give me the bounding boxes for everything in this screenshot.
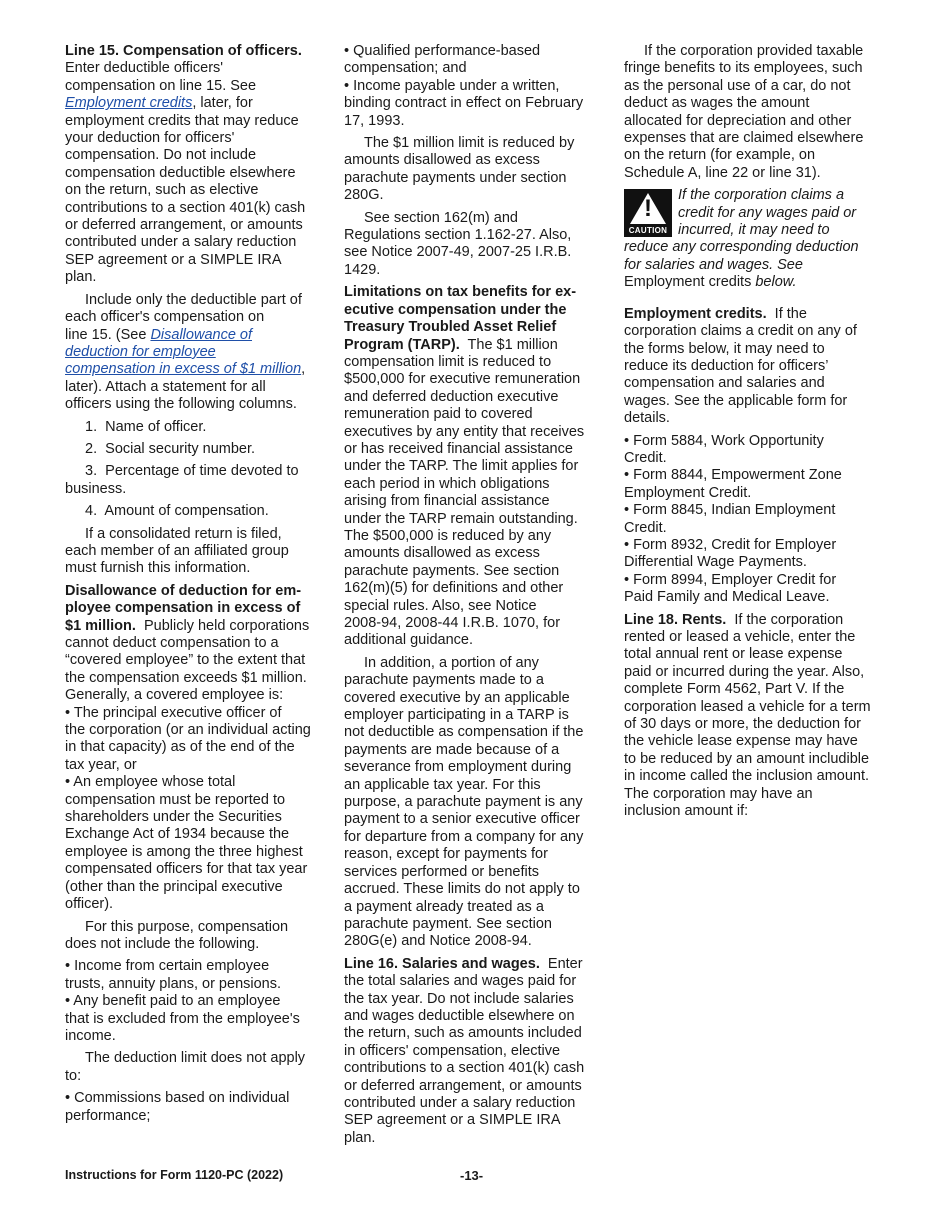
body-text: • Form 8845, Indian Employment Credit. xyxy=(624,502,836,536)
body-text: If the corporation claims a credit on any of the forms below, it may need to reduce its deduction for officers’ compensation and salaries and wages. See the applicable form for details. xyxy=(624,305,857,427)
bullet-item xyxy=(65,958,337,993)
body-text: • Form 5884, Work Opportunity Credit. xyxy=(624,432,824,466)
body-text: , later). Attach a statement for all officers using the following columns. xyxy=(65,361,306,413)
body-text: 4. Amount of compensation. xyxy=(85,503,269,520)
paragraph xyxy=(344,135,616,205)
bullet-item xyxy=(624,537,896,572)
body-text: • The principal executive officer of the corporation (or an individual acting in that capacity) as of the end of the tax year, or xyxy=(65,704,311,773)
paragraph xyxy=(65,919,337,954)
paragraph xyxy=(344,956,616,1147)
paragraph xyxy=(624,43,896,182)
body-text: If the corporation rented or leased a vehicle, enter the total annual rent or lease expense paid or incurred during the year. Also, complete Form 4562, Part V. If the corporation leased a vehicle for a term of 30 days or more, the deduction for the vehicle lease expense may have to be reduced by an amount includible in income called the inclusion amount. The corporation may have an inclusion amount if: xyxy=(624,611,871,820)
heading-text: Line 16. Salaries and wages. xyxy=(344,955,540,972)
paragraph xyxy=(344,284,616,650)
paragraph xyxy=(65,526,337,578)
list-item xyxy=(65,503,337,520)
body-text: 2. Social security number. xyxy=(85,440,256,457)
column-middle xyxy=(344,43,616,1152)
bullet-item xyxy=(344,78,616,130)
bullet-item xyxy=(624,467,896,502)
paragraph xyxy=(344,655,616,951)
body-text: In addition, a portion of any parachute payments made to a covered executive by an applicable employer participating in a TARP is not deductible as compensation if the payments are made because of a severance from employment during an applicable tax year. For this purpose, a parachute payment is any payment to a senior executive officer for departure from a company for any reason, except for payments for services performed or benefits accrued. These limits do not apply to a payment already treated as a parachute payment. See section 280G(e) and Notice 2008-94. xyxy=(344,654,584,950)
body-text: If the corporation provided taxable fringe benefits to its employees, such as the personal use of a car, do not deduct as wages the amount allocated for depreciation and other expenses that are claimed elsewhere on the return (for example, on Schedule A, line 22 or line 31). xyxy=(624,43,864,181)
caution-label: CAUTION xyxy=(628,226,668,236)
bullet-item xyxy=(624,433,896,468)
body-text: • Qualified performance-based compensation; and xyxy=(344,43,541,77)
bullet-item xyxy=(344,43,616,78)
paragraph xyxy=(65,43,337,287)
paragraph xyxy=(344,210,616,280)
bullet-item xyxy=(624,502,896,537)
caution-icon: ! CAUTION xyxy=(624,189,672,237)
paragraph xyxy=(65,292,337,414)
bullet-item xyxy=(65,583,337,705)
body-text: Publicly held corporations cannot deduct compensation to a “covered employee” to the extent that the compensation exceeds $1 million. Generally, a covered employee is: xyxy=(65,617,310,704)
cross-reference-link[interactable]: Disallowance of deduction for employee compensation in excess of $1 million xyxy=(65,326,302,378)
body-text: For this purpose, compensation does not include the following. xyxy=(65,918,289,952)
body-text: Employment credits xyxy=(624,274,752,291)
heading-text: Employment credits. xyxy=(624,305,767,322)
bullet-item xyxy=(65,1090,337,1125)
paragraph xyxy=(624,612,896,821)
paragraph xyxy=(65,463,337,498)
body-text: 1. Name of officer. xyxy=(85,418,207,435)
body-text: , later, for employment credits that may reduce your deduction for officers' compensation. Do not include compensation deductible elsewhere on the return, such as elective contributions to a section 401(k) cash or deferred arrangement, or amounts contributed under a salary reduction SEP agreement or a SIMPLE IRA plan. xyxy=(65,95,306,286)
body-text: The $1 million compensation limit is reduced to $500,000 for executive remuneration and deferred deduction executive remuneration paid to covered executives by any entity that receives or has received financial assistance under the TARP. The limit applies for each period in which obligations arising from financial assistance under the TARP remain outstanding. The $500,000 is reduced by any amounts disallowed as excess parachute payments. See section 162(m)(5) for definitions and other special rules. Also, see Notice 2008-94, 2008-44 I.R.B. 1070, for additional guidance. xyxy=(344,336,585,649)
caution-note xyxy=(624,187,896,291)
heading-text: Line 18. Rents. xyxy=(624,611,727,628)
bullet-item xyxy=(65,774,337,913)
bullet-item xyxy=(65,993,337,1045)
body-text: Include only the deductible part of each officer's compensation on line 15. (See xyxy=(65,291,302,343)
list-item xyxy=(65,419,337,436)
body-text: Enter the total salaries and wages paid for the tax year. Do not include salaries and wages deductible elsewhere on the return, such as amounts included in officers' compensation, elective contributions to a section 401(k) cash or deferred arrangement, or amounts contributed under a salary reduction SEP agreement or a SIMPLE IRA plan. xyxy=(344,955,585,1146)
body-text: • Form 8844, Empowerment Zone Employment Credit. xyxy=(624,467,842,501)
column-right xyxy=(624,43,896,825)
paragraph xyxy=(65,1050,337,1085)
body-text: • Form 8994, Employer Credit for Paid Family and Medical Leave. xyxy=(624,571,837,606)
body-text: Enter deductible officers' compensation on line 15. See xyxy=(65,60,257,94)
body-text: See section 162(m) and Regulations section 1.162-27. Also, see Notice 2007-49, 2007-25 I.R.B. 1429. xyxy=(344,209,572,278)
page-number: -13- xyxy=(460,1168,484,1183)
list-item xyxy=(65,441,337,458)
body-text: • Commissions based on individual performance; xyxy=(65,1090,290,1124)
body-text: If the corporation claims a credit for any wages paid or incurred, it may need to reduce any corresponding deduction for salaries and wages. See xyxy=(624,187,859,273)
body-text: • An employee whose total compensation must be reported to shareholders under the Securities Exchange Act of 1934 because the employee is among the three highest compensated officers for that tax year (other than the principal executive officer). xyxy=(65,774,308,913)
heading-text: Limitations on tax benefits for ex- ecutive compensation under the Treasury Troubled Asset Relief Program (TARP). xyxy=(344,284,577,353)
body-text: The $1 million limit is reduced by amounts disallowed as excess parachute payments under section 280G. xyxy=(344,135,575,204)
column-left xyxy=(65,43,337,1125)
heading-text: Disallowance of deduction for em- ployee compensation in excess of $1 million. xyxy=(65,582,302,634)
bullet-item xyxy=(624,572,896,607)
bullet-item xyxy=(65,705,337,775)
body-text: If a consolidated return is filed, each member of an affiliated group must furnish this information. xyxy=(65,525,289,577)
paragraph xyxy=(624,306,896,428)
heading-text: Line 15. Compensation of officers. xyxy=(65,43,302,59)
footer-form-title: Instructions for Form 1120-PC (2022) xyxy=(65,1168,284,1182)
body-text: • Income from certain employee trusts, annuity plans, or pensions. xyxy=(65,958,282,992)
body-text: The deduction limit does not apply to: xyxy=(65,1050,306,1084)
body-text: below. xyxy=(751,274,797,291)
cross-reference-link[interactable]: Employment credits xyxy=(65,95,193,112)
body-text: 3. Percentage of time devoted to business. xyxy=(65,463,299,497)
body-text: • Form 8932, Credit for Employer Differential Wage Payments. xyxy=(624,536,837,571)
body-text: • Any benefit paid to an employee that is excluded from the employee's income. xyxy=(65,993,300,1044)
body-text: • Income payable under a written, binding contract in effect on February 17, 1993. xyxy=(344,77,584,129)
